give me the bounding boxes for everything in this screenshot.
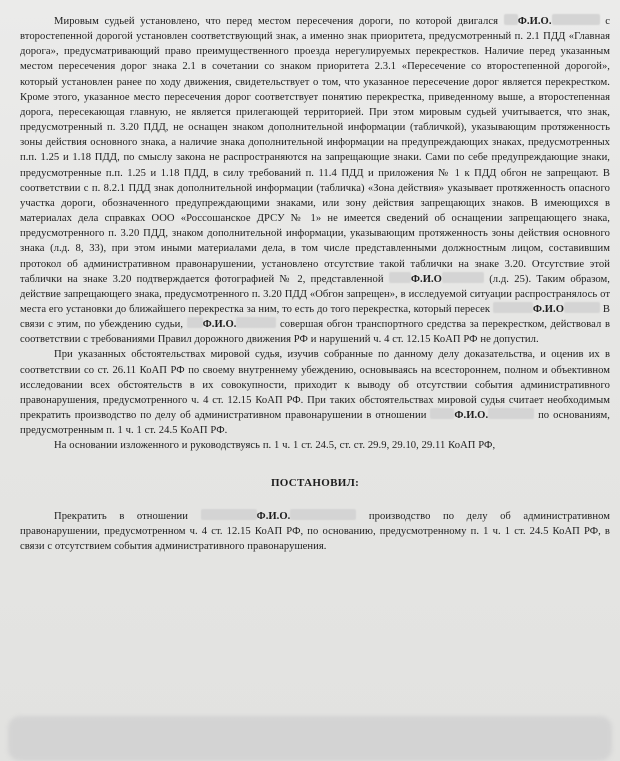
redacted-name: Ф.И.О <box>410 273 442 285</box>
redaction-mark <box>187 317 203 328</box>
redacted-name: Ф.И.О. <box>454 410 489 422</box>
redacted-name: Ф.И.О. <box>202 319 237 331</box>
text-span: с второстепенной дорогой установлен соответствующий знак, а именно знак приоритета, предусмотренный п. 2.1 ПДД «Главная дорога», предусматривающий право преимущественного проезда нерегулируемых перекрестков. Наличие перед указанным местом пересечения дорог знака 2.1 в сочетании со знаком приоритета 2.3.1 «Пересечение со второстепенной дорогой», который установлен ранее по ходу движения, свидетельствует о том, что указанное пересечение дорог является перекрестком. Кроме этого, указанное место пересечения дорог соответствует понятию перекрестка, приведенному выше, а второстепенная дорога, пересекающая главную, не является прилегающей территорией. При этом мировым судьей учитывается, что знак, предусмотренный п. 3.20 ПДД, не оснащен знаком дополнительной информации (табличкой), указывающим протяженность зоны действия основного знака, а наличие знака дополнительной информации на предупреждающих знаках, предусмотренных п.п. 1.25 и 1.18 ПДД, по смыслу закона не распространяются на запрещающие знаки. Сами по себе предупреждающие знаки, предусмотренные п.п. 1.25 и 1.18 ПДД, в силу требований п. 11.4 ПДД и приложения № 1 к ПДД обгон не запрещают. В соответствии с п. 8.2.1 ПДД знак дополнительной информации (табличка) «Зона действия» указывает протяженность опасного участка дороги, обозначенного предупреждающими знаками, или зону действия запрещающих знаков. В имеющихся в материалах дела справках ООО «Россошанское ДРСУ № 1» не имеется сведений об оснащении запрещающего знака, предусмотренного п. 3.20 ПДД, знаком дополнительной информации, указывающим протяженность зоны действия основного знака (л.д. 8, 33), при этом иными материалами дела, в том числе представленными должностным лицом, составившим протокол об административном правонарушении, установлено отсутствие такой таблички на знаке 3.20. Отсутствие этой таблички на знаке 3.20 подтверждается фотографией № 2, представленной <box>20 16 610 285</box>
redacted-footer <box>8 716 612 761</box>
redacted-name: Ф.И.О <box>532 303 565 315</box>
text-span: Прекратить в отношении <box>54 510 201 522</box>
document-body <box>20 14 610 554</box>
redacted-name: Ф.И.О. <box>517 16 552 27</box>
paragraph-conclusion <box>20 347 610 438</box>
redaction-mark <box>552 14 600 25</box>
redaction-mark <box>389 272 411 283</box>
redaction-mark <box>504 14 518 25</box>
paragraph-grounds: На основании изложенного и руководствуясь п. 1 ч. 1 ст. 24.5, ст. ст. 29.9, 29.10, 29.11 КоАП РФ, <box>54 440 496 452</box>
redaction-mark <box>442 272 484 283</box>
text-span: производство по делу об административном правонарушении, предусмотренном ч. 4 ст. 12.15 КоАП РФ, по основанию, предусмотренному п. 1 ч. 1 ст. 24.5 КоАП РФ, в связи с отсутствием события административного правонарушения. <box>20 510 610 552</box>
redaction-mark <box>488 408 534 419</box>
redacted-name: Ф.И.О. <box>256 510 291 522</box>
text-span: (л.д. 25). Таким образом, действие запрещающего знака, предусмотренного п. 3.20 ПДД «Обгон запрещен», в исследуемой ситуации распространялось от места его установки до ближайшего перекрестка за ним, то есть до того перекрестка, который пересек <box>20 273 611 315</box>
text-span: В связи с этим, по убеждению судьи, <box>20 303 610 331</box>
redaction-mark <box>201 509 257 520</box>
text-span: совершая обгон транспортного средства за перекрестком, действовал в соответствии с требованиями Правил дорожного движения РФ и нарушений ч. 4 ст. 12.15 КоАП РФ не допустил. <box>20 319 610 346</box>
text-span: Мировым судьей установлено, что перед местом пересечения дороги, по которой двигался <box>54 16 504 27</box>
redaction-mark <box>236 317 276 328</box>
paragraph-findings <box>20 14 610 347</box>
ruling-heading: ПОСТАНОВИЛ: <box>270 476 360 489</box>
redaction-mark <box>493 302 533 313</box>
redaction-mark <box>564 302 600 313</box>
text-span: по основаниям, предусмотренным п. 1 ч. 1 ст. 24.5 КоАП РФ. <box>20 410 610 437</box>
paragraph-ruling <box>20 509 610 554</box>
text-span: При указанных обстоятельствах мировой судья, изучив собранные по данному делу доказательства, и оценив их в соответствии со ст. 26.11 КоАП РФ по своему внутреннему убеждению, основываясь на всестороннем, полном и объективном исследовании всех обстоятельств в их совокупности, приходит к выводу об отсутствии события административного правонарушения, предусмотренного ч. 4 ст. 12.15 КоАП РФ. При таких обстоятельствах мировой судья считает необходимым прекратить производство по делу об административном правонарушении в отношении <box>20 349 610 422</box>
redaction-mark <box>290 509 356 520</box>
redaction-mark <box>430 408 454 419</box>
